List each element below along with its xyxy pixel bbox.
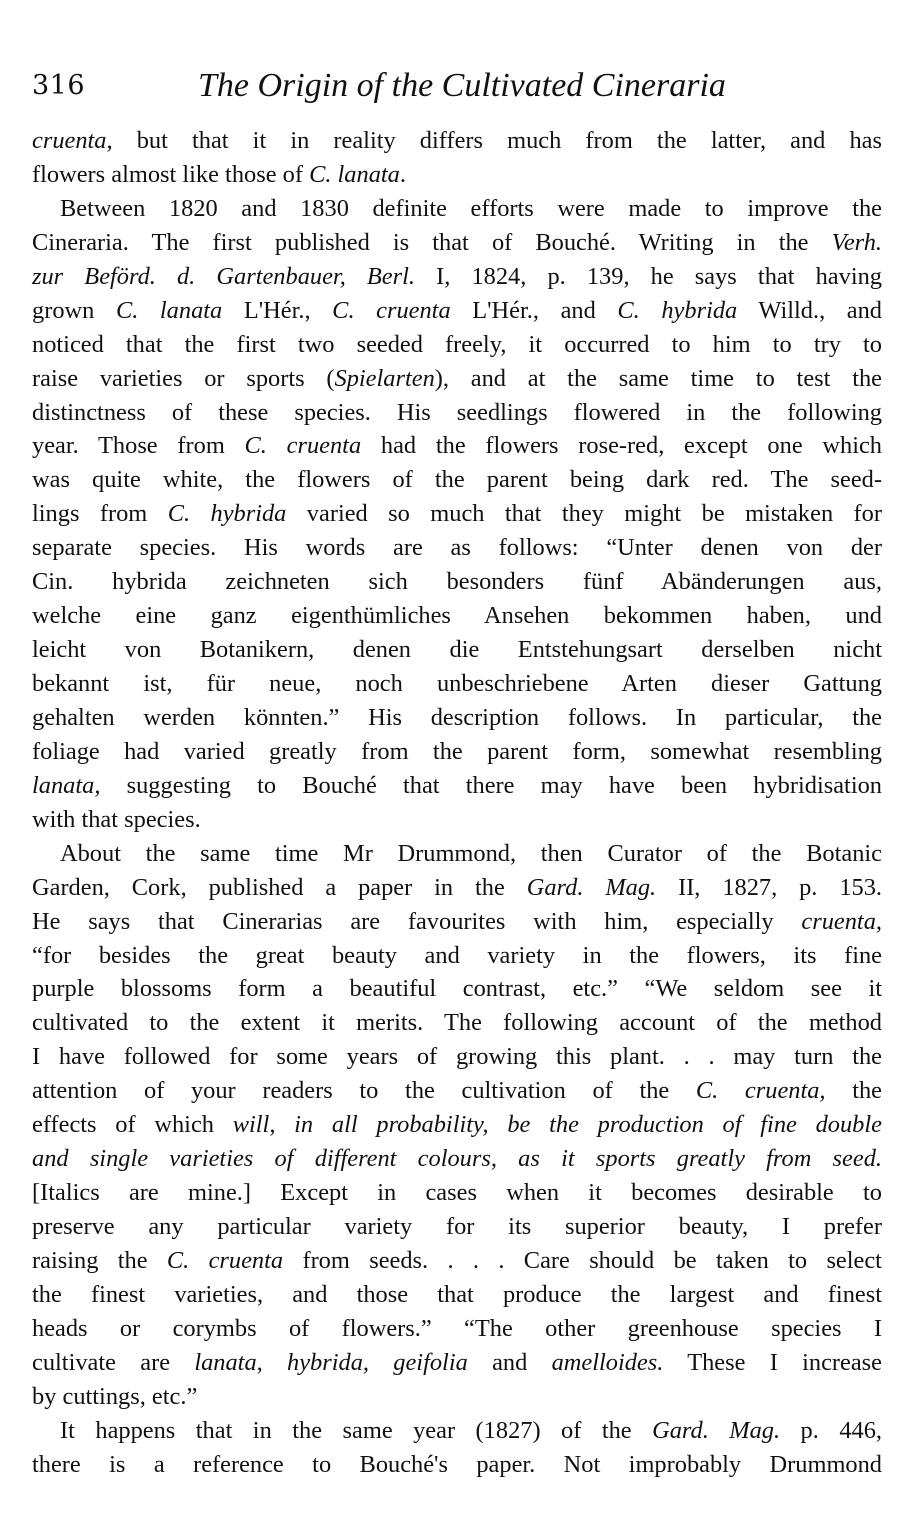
text-segment: Between 1820 and 1830 definite efforts were made to improve the bbox=[60, 194, 882, 222]
text-segment: distinctness of these species. His seedlings flowered in the following bbox=[32, 398, 882, 426]
text-segment: welche eine ganz eigenthümliches Ansehen bekommen haben, und bbox=[32, 602, 882, 630]
text-line bbox=[32, 1278, 882, 1312]
italic-text: C. lanata bbox=[309, 160, 400, 188]
text-line bbox=[32, 1176, 882, 1210]
text-segment: II, 1827, p. 153. bbox=[656, 873, 882, 901]
text-line bbox=[32, 871, 882, 905]
text-line bbox=[32, 667, 882, 701]
text-line bbox=[32, 1040, 882, 1074]
text-line bbox=[32, 905, 882, 939]
text-line bbox=[32, 769, 882, 803]
text-line bbox=[32, 1142, 882, 1176]
text-segment: had the flowers rose-red, except one which bbox=[361, 432, 882, 460]
italic-text: cruenta, bbox=[801, 907, 882, 935]
text-segment: cultivated to the extent it merits. The following account of the method bbox=[32, 1009, 882, 1037]
text-segment: attention of your readers to the cultivation of the bbox=[32, 1077, 696, 1105]
text-segment: leicht von Botanikern, denen die Entstehungsart derselben nicht bbox=[32, 636, 882, 664]
text-segment: by cuttings, etc.” bbox=[32, 1382, 198, 1410]
text-line bbox=[32, 396, 882, 430]
text-line bbox=[32, 837, 882, 871]
italic-text: C. cruenta bbox=[166, 1246, 284, 1274]
text-line bbox=[32, 939, 882, 973]
italic-text: amelloides. bbox=[551, 1348, 664, 1376]
text-line bbox=[32, 192, 882, 226]
text-segment: but that it in reality differs much from the latter, and has bbox=[112, 127, 882, 154]
text-line bbox=[32, 1244, 882, 1278]
text-segment: I, 1824, p. 139, he says that having bbox=[415, 262, 882, 290]
text-segment: and bbox=[467, 1348, 552, 1376]
text-segment: cultivate are bbox=[32, 1348, 195, 1376]
text-segment: noticed that the first two seeded freely, it occurred to him to try to bbox=[32, 330, 882, 358]
text-line bbox=[32, 1108, 882, 1142]
text-segment: It happens that in the same year (1827) of the bbox=[60, 1416, 653, 1444]
text-line bbox=[32, 1006, 882, 1040]
text-segment: . bbox=[399, 160, 406, 188]
text-segment: was quite white, the flowers of the parent being dark red. The seed- bbox=[32, 466, 882, 494]
text-segment: the finest varieties, and those that produce the largest and finest bbox=[32, 1280, 882, 1308]
text-line bbox=[32, 531, 882, 565]
text-segment: raising the bbox=[32, 1246, 167, 1274]
text-segment: with that species. bbox=[32, 805, 201, 833]
text-segment: raise varieties or sports ( bbox=[32, 364, 335, 392]
italic-text: C. hybrida bbox=[167, 500, 287, 528]
italic-text: will, in all probability, be the production of fine double bbox=[232, 1111, 882, 1139]
text-segment: He says that Cinerarias are favourites with him, especially bbox=[32, 907, 802, 935]
text-segment: year. Those from bbox=[32, 432, 245, 460]
body-text bbox=[32, 124, 882, 1482]
text-line bbox=[32, 972, 882, 1006]
text-line bbox=[32, 633, 882, 667]
italic-text: Gard. Mag. bbox=[526, 873, 657, 901]
text-segment: from seeds. . . . Care should be taken to select bbox=[283, 1246, 882, 1274]
text-segment: effects of which bbox=[32, 1111, 233, 1139]
italic-text: C. hybrida bbox=[617, 296, 738, 324]
italic-text: C. lanata bbox=[115, 296, 223, 324]
italic-text: Gard. Mag. bbox=[652, 1416, 781, 1444]
text-segment: p. 446, bbox=[780, 1416, 882, 1444]
text-segment: L'Hér., bbox=[222, 296, 333, 324]
text-line bbox=[32, 701, 882, 735]
text-line bbox=[32, 565, 882, 599]
italic-text: and single varieties of different colours, as it sports greatly from seed. bbox=[32, 1145, 882, 1173]
italic-text: C. cruenta bbox=[244, 432, 362, 460]
text-line bbox=[32, 429, 882, 463]
text-segment: About the same time Mr Drummond, then Curator of the Botanic bbox=[60, 839, 882, 867]
text-segment: gehalten werden könnten.” His description follows. In particular, the bbox=[32, 703, 882, 731]
text-line bbox=[32, 735, 882, 769]
text-line bbox=[32, 1312, 882, 1346]
text-segment: purple blossoms form a beautiful contrast, etc.” “We seldom see it bbox=[32, 975, 882, 1003]
text-segment: flowers almost like those of bbox=[32, 160, 310, 188]
italic-text: zur Beförd. d. Gartenbauer, Berl. bbox=[32, 262, 415, 290]
italic-text: lanata, bbox=[32, 771, 101, 799]
text-segment: [Italics are mine.] Except in cases when it becomes desirable to bbox=[32, 1179, 882, 1207]
italic-text: C. cruenta, bbox=[695, 1077, 826, 1105]
italic-text: Spielarten bbox=[334, 364, 435, 392]
text-line bbox=[32, 328, 882, 362]
text-segment: Willd., and bbox=[737, 296, 882, 324]
text-segment: Cin. hybrida zeichneten sich besonders fünf Abänderungen aus, bbox=[32, 568, 882, 596]
text-line bbox=[32, 124, 882, 158]
text-segment: Garden, Cork, published a paper in the bbox=[32, 873, 527, 901]
page-number: 316 bbox=[32, 70, 86, 101]
italic-text: Verh. bbox=[831, 228, 882, 256]
text-segment: L'Hér., and bbox=[450, 296, 618, 324]
text-segment: varied so much that they might be mistaken for bbox=[286, 500, 883, 528]
text-line bbox=[32, 1414, 882, 1448]
page-header bbox=[32, 64, 882, 108]
italic-text: cruenta, bbox=[32, 127, 113, 154]
italic-text: lanata, hybrida, geifolia bbox=[194, 1348, 468, 1376]
text-line bbox=[32, 1448, 882, 1482]
text-line bbox=[32, 1074, 882, 1108]
text-line bbox=[32, 497, 882, 531]
text-segment: lings from bbox=[32, 500, 168, 528]
text-segment: there is a reference to Bouché's paper. Not improbably Drummond bbox=[32, 1450, 882, 1478]
text-segment: heads or corymbs of flowers.” “The other greenhouse species I bbox=[32, 1314, 882, 1342]
text-line bbox=[32, 599, 882, 633]
text-line bbox=[32, 226, 882, 260]
text-segment: I have followed for some years of growing this plant. . . may turn the bbox=[32, 1043, 882, 1071]
text-segment: separate species. His words are as follows: “Unter denen von der bbox=[32, 534, 882, 562]
text-line bbox=[32, 1380, 882, 1414]
text-line bbox=[32, 294, 882, 328]
text-line bbox=[32, 260, 882, 294]
italic-text: C. cruenta bbox=[332, 296, 451, 324]
text-line bbox=[32, 1346, 882, 1380]
text-segment: grown bbox=[32, 296, 116, 324]
text-line bbox=[32, 158, 882, 192]
text-segment: Cineraria. The first published is that of Bouché. Writing in the bbox=[32, 228, 832, 256]
running-title: The Origin of the Cultivated Cineraria bbox=[198, 67, 726, 104]
text-line bbox=[32, 803, 882, 837]
text-segment: suggesting to Bouché that there may have been hybridisation bbox=[100, 771, 882, 799]
text-segment: bekannt ist, für neue, noch unbeschriebene Arten dieser Gattung bbox=[32, 670, 882, 697]
text-segment: “for besides the great beauty and variety in the flowers, its fine bbox=[32, 941, 882, 969]
text-segment: foliage had varied greatly from the parent form, somewhat resembling bbox=[32, 737, 882, 765]
text-segment: These I increase bbox=[663, 1348, 882, 1376]
text-line bbox=[32, 1210, 882, 1244]
text-segment: preserve any particular variety for its superior beauty, I prefer bbox=[32, 1213, 882, 1240]
text-line bbox=[32, 362, 882, 396]
text-line bbox=[32, 463, 882, 497]
text-segment: the bbox=[825, 1077, 883, 1105]
text-segment: ), and at the same time to test the bbox=[434, 364, 882, 392]
